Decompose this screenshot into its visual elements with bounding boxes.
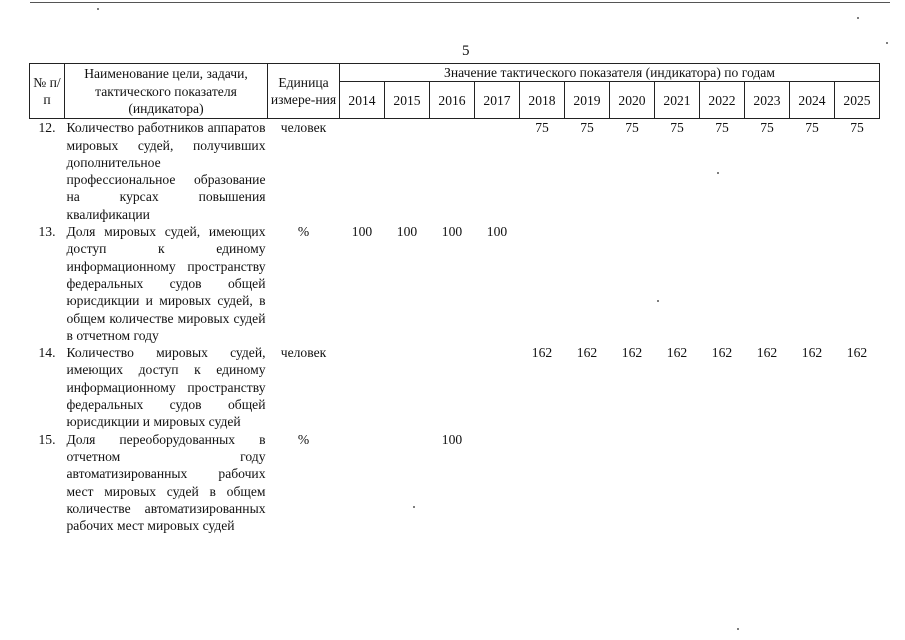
value-cell [700,223,745,344]
table-row [30,119,880,223]
value-cell [430,119,475,223]
unit-cell: человек [280,345,327,361]
unit-cell: % [297,224,310,240]
value-cell [790,431,835,535]
value-cell [340,344,385,430]
scan-speck [717,172,719,174]
value-cell [385,431,430,535]
scan-speck [737,628,739,630]
row-number: 12. [38,120,56,136]
value-cell [790,223,835,344]
value-cell: 162 [711,345,733,361]
value-cell [700,431,745,535]
value-cell: 162 [846,345,868,361]
value-cell: 162 [531,345,553,361]
header-values-group: Значение тактического показателя (индикатора) по годам [340,64,880,82]
value-cell [745,431,790,535]
year-header: 2023 [745,82,790,119]
year-header: 2020 [610,82,655,119]
indicators-table [29,63,880,534]
value-cell: 75 [715,120,729,136]
year-header: 2021 [655,82,700,119]
value-cell [565,223,610,344]
value-cell [835,431,880,535]
year-header: 2019 [565,82,610,119]
value-cell [745,223,790,344]
year-header: 2024 [790,82,835,119]
scan-speck [857,17,859,19]
year-header: 2018 [520,82,565,119]
indicator-name: Количество работников аппаратов мировых судей, получивших дополнительное профессиональное образование на курсах повышения квалификации [66,120,266,222]
value-cell [835,223,880,344]
value-cell: 162 [756,345,778,361]
value-cell [385,119,430,223]
value-cell: 162 [621,345,643,361]
header-unit: Единица измере-ния [268,64,340,119]
value-cell [475,431,520,535]
value-cell [340,119,385,223]
value-cell [520,223,565,344]
indicator-name: Доля переоборудованных в отчетном году автоматизированных рабочих мест мировых судей в общем количестве автоматизированных рабочих мест мировых судей [66,431,266,534]
value-cell [565,431,610,535]
value-cell: 100 [351,224,373,240]
year-header: 2014 [340,82,385,119]
row-number: 15. [38,431,56,447]
year-header: 2015 [385,82,430,119]
value-cell: 100 [441,431,463,447]
value-cell: 75 [760,120,774,136]
value-cell: 75 [670,120,684,136]
value-cell [655,431,700,535]
value-cell: 162 [666,345,688,361]
year-header: 2016 [430,82,475,119]
value-cell: 75 [850,120,864,136]
value-cell: 100 [396,224,418,240]
scan-speck [886,42,888,44]
year-header: 2017 [475,82,520,119]
top-rule [30,2,890,3]
table-row [30,344,880,430]
value-cell [475,119,520,223]
value-cell: 75 [535,120,549,136]
value-cell: 100 [486,224,508,240]
value-cell: 162 [801,345,823,361]
page-number: 5 [462,43,470,59]
value-cell [610,431,655,535]
value-cell: 75 [805,120,819,136]
indicator-name: Доля мировых судей, имеющих доступ к единому информационному пространству федеральных судов общей юрисдикции и мировых судей, в общем количестве мировых судей в отчетном году [66,224,266,343]
value-cell: 75 [580,120,594,136]
table-row [30,223,880,344]
indicator-name: Количество мировых судей, имеющих доступ к единому информационному пространству федеральных судов общей юрисдикции и мировых судей [66,345,266,430]
value-cell [520,431,565,535]
value-cell [610,223,655,344]
value-cell: 162 [576,345,598,361]
value-cell [655,223,700,344]
unit-cell: человек [280,120,327,136]
row-number: 14. [38,345,56,361]
value-cell [385,344,430,430]
scan-speck [657,300,659,302]
value-cell [340,431,385,535]
year-header: 2022 [700,82,745,119]
value-cell [475,344,520,430]
unit-cell: % [297,431,310,447]
header-num: № п/п [30,64,65,119]
header-name: Наименование цели, задачи, тактического показателя (индикатора) [65,64,268,119]
value-cell: 100 [441,224,463,240]
scan-speck [97,8,99,10]
value-cell: 75 [625,120,639,136]
value-cell [430,344,475,430]
table-row [30,431,880,535]
row-number: 13. [38,224,56,240]
scan-speck [413,506,415,508]
year-header: 2025 [835,82,880,119]
